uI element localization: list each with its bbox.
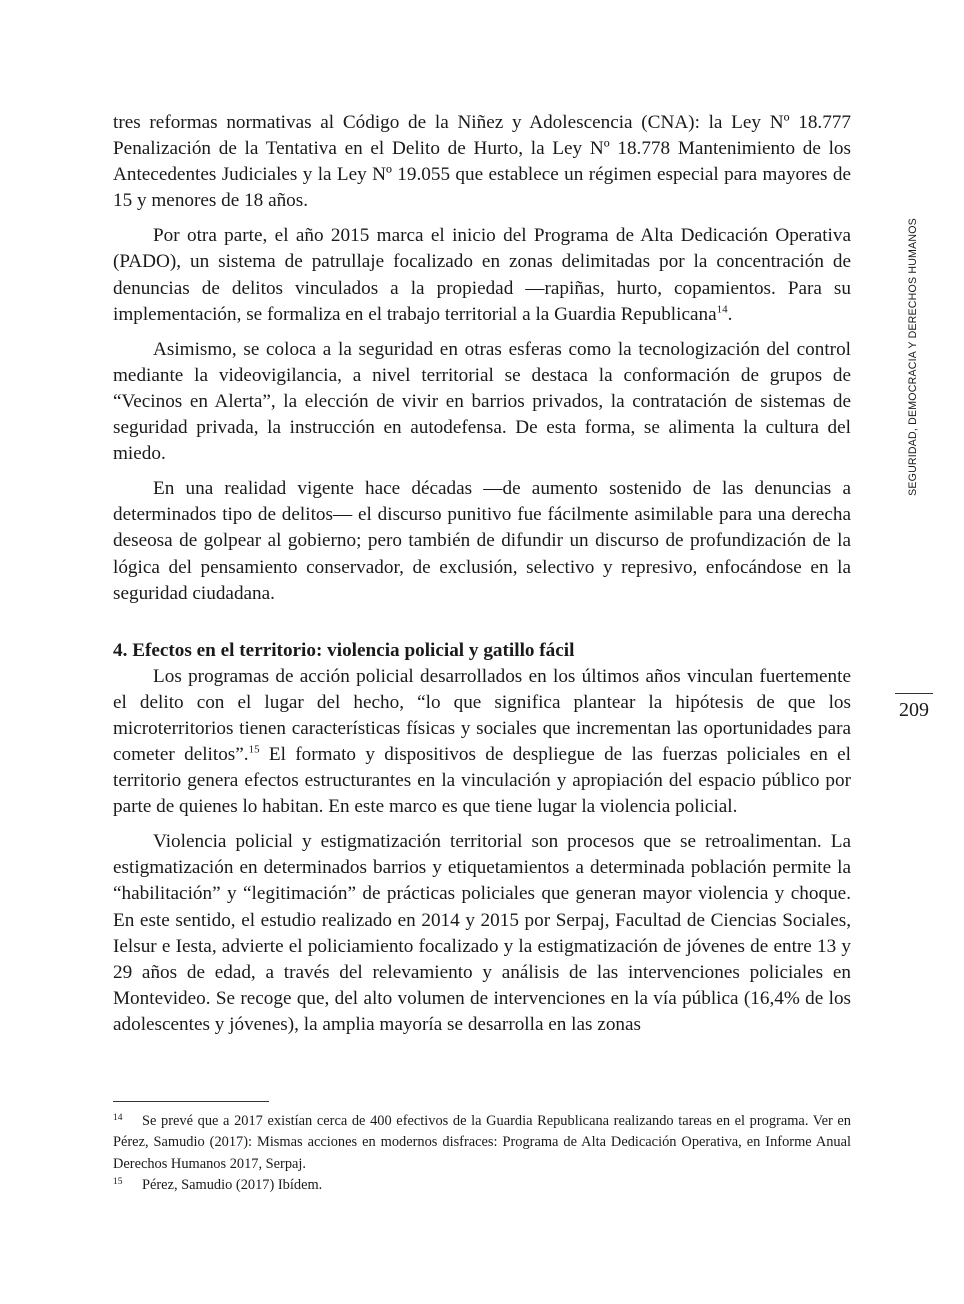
footnote-text: Pérez, Samudio (2017) Ibídem. — [142, 1176, 323, 1193]
paragraph-3-text: Asimismo, se coloca a la seguridad en otras esferas como la tecnologización del control mediante la videovigilancia, a nivel territorial se destaca la conformación de grupos de “Vecinos en Alerta”, la elección de vivir en barrios privados, la contratación de sistemas de seguridad privada, la instrucción en autodefensa. De esta forma, se alimenta la cultura del miedo. — [113, 338, 851, 465]
paragraph-4 — [113, 476, 851, 606]
paragraph-1-text: tres reformas normativas al Código de la Niñez y Adolescencia (CNA): la Ley Nº 18.777 Penalización de la Tentativa en el Delito de Hurto, la Ley Nº 18.778 Mantenimiento de los Antecedentes Judiciales y la Ley Nº 19.055 que establece un régimen especial para mayores de 15 y menores de 18 años. — [113, 112, 851, 212]
paragraph-1 — [113, 110, 851, 214]
section-paragraph-1 — [113, 664, 851, 821]
footnotes — [113, 1111, 851, 1196]
footnote-15 — [113, 1175, 851, 1196]
paragraph-2-tail: . — [727, 303, 733, 325]
section-heading: 4. Efectos en el territorio: violencia policial y gatillo fácil — [113, 639, 575, 661]
running-header — [900, 200, 926, 514]
paragraph-4-text: En una realidad vigente hace décadas —de aumento sostenido de las denuncias a determinados tipo de delitos— el discurso punitivo fue fácilmente asimilable para una derecha deseosa de golpear al gobierno; pero también de difundir un discurso de profundización de la lógica del pensamiento conservador, de exclusión, selectivo y represivo, enfocándose en la seguridad ciudadana. — [113, 478, 851, 604]
body-text — [113, 110, 851, 1047]
footnote-ref-15[interactable]: 15 — [248, 743, 260, 756]
paragraph-2 — [113, 223, 851, 327]
running-header-text: SEGURIDAD, DEMOCRACIA Y DERECHOS HUMANOS — [907, 218, 919, 496]
footnote-ref-14[interactable]: 14 — [716, 303, 728, 316]
page-number: 209 — [899, 699, 929, 721]
section-paragraph-1-tail: El formato y dispositivos de despliegue de las fuerzas policiales en el territorio genera efectos estructurantes en la vinculación y apropiación del espacio público por parte de quienes lo habitan. En este marco es que tiene lugar la violencia policial. — [113, 743, 851, 818]
section-paragraph-2-text: Violencia policial y estigmatización territorial son procesos que se retroalimentan. La estigmatización en determinados barrios y etiquetamientos a determinada población permite la “habilitación” y “legitimación” de prácticas policiales que generan mayor violencia y choque. En este sentido, el estudio realizado en 2014 y 2015 por Serpaj, Facultad de Ciencias Sociales, Ielsur e Iesta, advierte el policiamiento focalizado y la estigmatización de jóvenes de entre 13 y 29 años de edad, a través del relevamiento y análisis de las intervenciones policiales en Montevideo. Se recoge que, del alto volumen de intervenciones en la vía pública (16,4% de los adolescentes y jóvenes), la amplia mayoría se desarrolla en las zonas — [113, 831, 851, 1035]
section-paragraph-2 — [113, 829, 851, 1038]
footnote-text: Se prevé que a 2017 existían cerca de 400 efectivos de la Guardia Republicana realizando tareas en el programa. Ver en Pérez, Samudio (2017): Mismas acciones en modernos disfraces: Programa de Alta Dedicación Operativa, en Informe Anual Derechos Humanos 2017, Serpaj. — [113, 1113, 851, 1172]
section-paragraph-1-text: Los programas de acción policial desarrollados en los últimos años vinculan fuertemente el delito con el lugar del hecho, “lo que significa plantear la hipótesis de que los microterritorios tienen características físicas y sociales que incrementan las oportunidades para cometer delitos”. — [113, 665, 851, 765]
footnote-number: 14 — [113, 1113, 123, 1123]
footnote-separator — [113, 1101, 269, 1102]
paragraph-2-text: Por otra parte, el año 2015 marca el inicio del Programa de Alta Dedicación Operativa (PADO), un sistema de patrullaje focalizado en zonas delimitadas por la concentración de denuncias de delitos vinculados a la propiedad —rapiñas, hurto, copamientos. Para su implementación, se formaliza en el trabajo territorial a la Guardia Republicana — [113, 225, 851, 325]
footnote-14 — [113, 1111, 851, 1175]
footnote-number: 15 — [113, 1176, 123, 1187]
paragraph-3 — [113, 337, 851, 467]
page-number-rule — [895, 693, 933, 694]
